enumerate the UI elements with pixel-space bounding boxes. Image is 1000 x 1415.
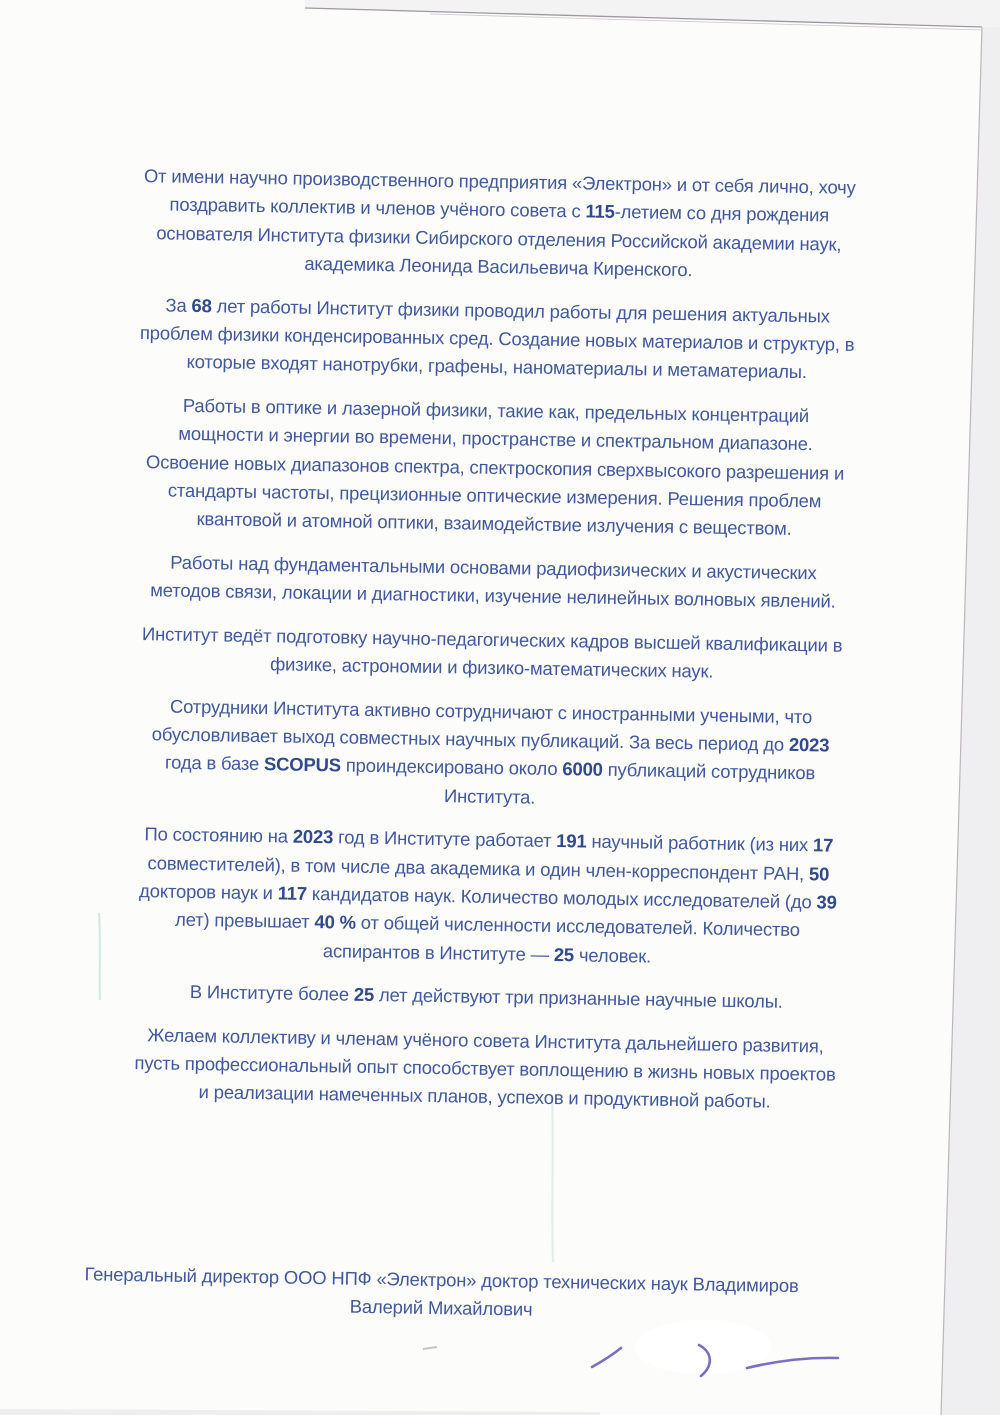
bold-text-run: 50 [808,862,830,885]
bold-text-run: 191 [556,830,587,852]
bold-text-run: 2023 [292,825,334,848]
page-edge-top-line [305,8,982,27]
text-run: За [165,294,192,316]
bold-text-run: 2023 [788,733,830,756]
bold-text-run: 40 % [314,911,357,934]
text-run: основателя Института физики Сибирского отделения Российской академии наук, [156,222,842,255]
letter-paragraph-radiophysics [53,547,934,618]
bold-text-run: 25 [553,943,575,966]
text-run: человек. [573,944,652,967]
scanner-margin-right [941,27,1000,1415]
text-run: Института. [443,784,536,808]
text-run: проиндексировано около [340,754,563,780]
signature-stroke [747,1358,838,1368]
text-run: От имени научно производственного предприятия «Электрон» и от себя лично, хочу [143,165,856,198]
letter-body [41,161,940,1331]
whiteout-blob [635,1320,771,1374]
letter-paragraph-publications [49,690,931,818]
letter-paragraph-history [57,289,938,389]
letter-paragraph-greeting [58,161,940,289]
bold-text-run: 115 [585,200,615,223]
text-run: мощности и энергии во времени, пространстве и спектральном диапазоне. [178,422,813,455]
text-run: лет действуют три признанные научные школы. [373,984,783,1012]
letter-paragraph-education [52,618,933,689]
bold-text-run: 17 [812,834,834,856]
scanner-margin-bottom [0,1409,600,1415]
text-run: стандарты частоты, прецизионные оптические измерения. Решения проблем [167,479,822,512]
text-run: квантовой и атомной оптики, взаимодействие излучения с веществом. [196,508,792,540]
text-run: По состоянию на [144,823,293,847]
bold-text-run: 68 [191,294,212,316]
signature-stroke [592,1348,621,1367]
bold-text-run: 117 [277,882,308,904]
bold-text-run: 39 [816,891,837,913]
letter-paragraph-staff [47,819,929,976]
bold-text-run: 6000 [562,758,603,781]
text-run: научный работник (из них [586,830,814,856]
text-run: Освоение новых диапазонов спектра, спектроскопия сверхвысокого разрешения и [145,450,845,484]
text-run: от общей численности исследователей. Количество [355,912,800,941]
text-run: Работы над фундаментальными основами радиофизических и акустических [170,551,817,584]
handwritten-signature [592,1345,838,1376]
text-run: Валерий Михайлович [349,1295,533,1320]
text-run: Институт ведёт подготовку научно-педагогических кадров высшей квалификации в [141,622,843,656]
signature-stroke [699,1345,710,1376]
bold-text-run: 25 [353,983,375,1006]
page-edge-right-line [941,27,982,1415]
stray-mark [423,1347,437,1349]
text-run: которые входят нанотрубки, графены, наноматериалы и метаматериалы. [186,351,807,383]
text-run: проблем физики конденсированных сред. Создание новых материалов и структур, в [139,322,855,355]
text-run: физике, астрономии и физико-математических наук. [269,653,714,682]
text-run: Генеральный директор ООО НПФ «Электрон» доктор технических наук Владимиров [84,1263,799,1296]
text-run: методов связи, локации и диагностики, изучение нелинейных волновых явлений. [150,579,836,612]
text-run: и реализации намеченных планов, успехов и продуктивной работы. [198,1081,771,1112]
text-run: совместителей), в том числе два академика и один член-корреспондент РАН, [147,851,810,884]
text-run: публикаций сотрудников [602,759,816,784]
letter-paragraph-schools [46,976,926,1019]
letter-paragraph-wishes [44,1019,925,1119]
bold-text-run: SCOPUS [263,753,342,776]
text-run: Сотрудники Института активно сотрудничают с иностранными учеными, что [169,695,813,727]
text-run: обусловливает выход совместных научных публикаций. За весь период до [151,723,790,755]
text-run: лет работы Институт физики проводил работы для решения актуальных [211,294,830,327]
text-run: Желаем коллективу и членам учёного совета Института дальнейшего развития, [147,1023,824,1057]
text-run: лет) превышает [174,909,315,933]
text-run: пусть профессиональный опыт способствует воплощению в жизнь новых проектов [134,1052,836,1085]
text-run: кандидатов наук. Количество молодых исследователей (до [306,882,817,913]
text-run: год в Институте работает [332,826,557,852]
text-run: академика Леонида Васильевича Киренского. [304,252,693,281]
text-run: Работы в оптике и лазерной физики, такие как, предельных концентраций [182,394,810,427]
letter-paragraph-optics [54,390,936,547]
page-edge-top-line-shadow [430,14,982,30]
text-run: -летием со дня рождения [614,201,830,226]
text-run: В Институте более [189,981,355,1005]
signature-block [41,1259,922,1330]
text-run: поздравить коллектив и членов учёного совета с [169,193,586,222]
text-run: докторов наук и [138,880,278,904]
text-run: года в базе [164,751,265,775]
text-run: аспирантов в Институте — [322,939,555,965]
scanner-margin-top [305,0,1000,27]
